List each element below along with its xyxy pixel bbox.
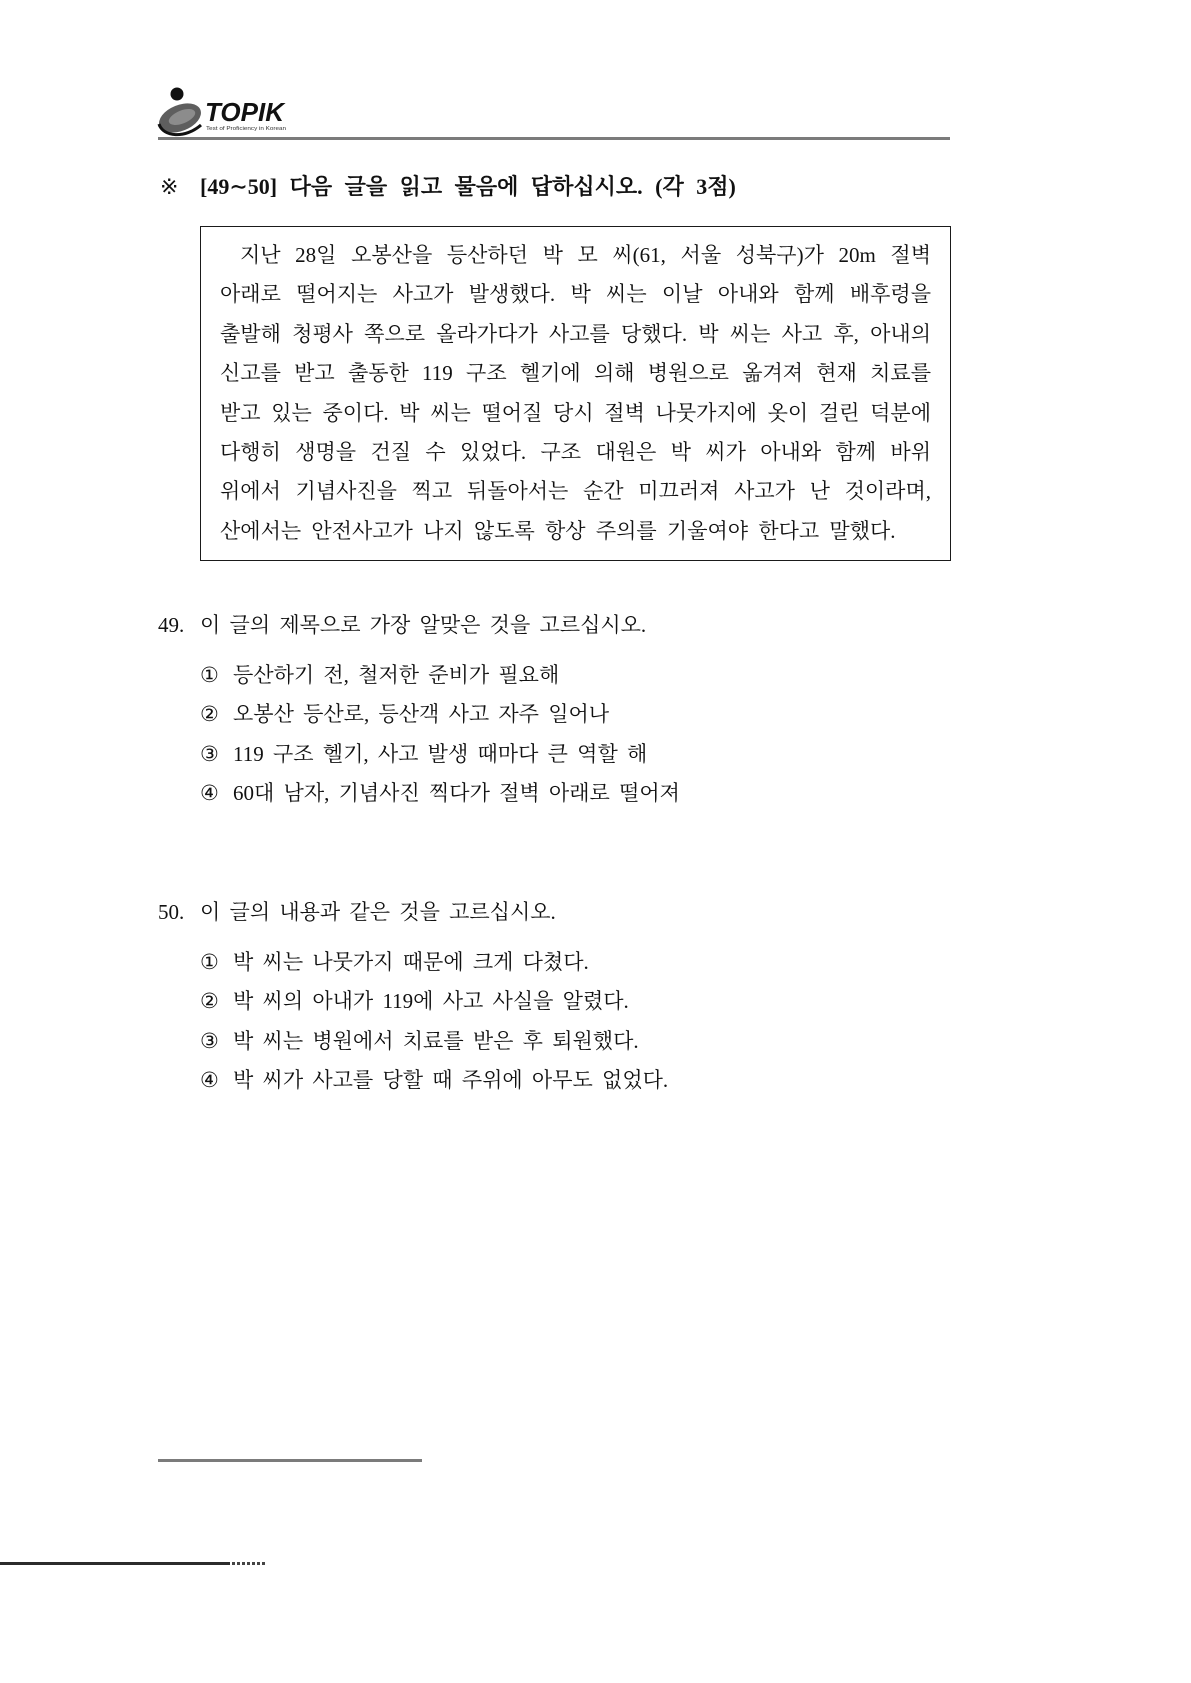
option-text: 오봉산 등산로, 등산객 사고 자주 일어나 xyxy=(233,702,610,727)
option-marker: ② xyxy=(200,702,219,727)
reading-passage-box xyxy=(200,226,951,561)
option-text: 박 씨는 병원에서 치료를 받은 후 퇴원했다. xyxy=(233,1028,639,1053)
option-text: 박 씨는 나뭇가지 때문에 크게 다쳤다. xyxy=(233,950,589,974)
reference-mark: ※ xyxy=(160,174,179,199)
logo-wordmark: TOPIK xyxy=(205,97,284,127)
question-text: 이 글의 내용과 같은 것을 고르십시오. xyxy=(200,900,556,924)
option-text: 119 구조 헬기, 사고 발생 때마다 큰 역할 해 xyxy=(233,741,648,766)
topik-logo xyxy=(155,84,291,140)
scan-edge-line xyxy=(0,1562,230,1565)
passage-line: 지난 28일 오봉산을 등산하던 박 모 씨(61, 서울 성북구)가 20m 절벽 xyxy=(240,243,931,267)
passage-line: 산에서는 안전사고가 나지 않도록 항상 주의를 기울여야 한다고 말했다. xyxy=(220,518,896,543)
scan-edge-dashes xyxy=(232,1562,266,1565)
answer-options xyxy=(158,656,918,814)
question-50 xyxy=(158,899,918,1101)
option-text: 박 씨의 아내가 119에 사고 사실을 알렸다. xyxy=(233,989,629,1014)
q49-option-3 xyxy=(158,735,918,774)
option-marker: ④ xyxy=(200,1068,219,1093)
logo-emblem-head xyxy=(171,88,184,101)
passage-line: 위에서 기념사진을 찍고 뒤돌아서는 순간 미끄러져 사고가 난 것이라며, xyxy=(220,479,931,504)
section-instruction xyxy=(160,173,736,201)
option-marker: ① xyxy=(200,663,219,687)
passage-line: 신고를 받고 출동한 119 구조 헬기에 의해 병원으로 옮겨져 현재 치료를 xyxy=(220,361,931,386)
question-prompt xyxy=(158,899,918,925)
question-number: 50. xyxy=(158,900,185,924)
question-text: 이 글의 제목으로 가장 알맞은 것을 고르십시오. xyxy=(200,613,647,637)
question-number: 49. xyxy=(158,613,185,637)
q49-option-4 xyxy=(158,774,918,813)
logo-tagline: Test of Proficiency in Korean xyxy=(206,126,286,132)
q49-option-2 xyxy=(158,695,918,734)
option-text: 등산하기 전, 철저한 준비가 필요해 xyxy=(233,663,560,687)
option-marker: ③ xyxy=(200,741,219,766)
option-marker: ② xyxy=(200,989,219,1014)
option-text: 박 씨가 사고를 당할 때 주위에 아무도 없었다. xyxy=(233,1068,669,1093)
q50-option-3 xyxy=(158,1022,918,1061)
option-marker: ③ xyxy=(200,1028,219,1053)
question-prompt xyxy=(158,612,918,638)
instruction-text: [49∼50] 다음 글을 읽고 물음에 답하십시오. (각 3점) xyxy=(200,174,736,199)
question-49 xyxy=(158,612,918,814)
option-marker: ④ xyxy=(200,781,219,806)
passage-line: 아래로 떨어지는 사고가 발생했다. 박 씨는 이날 아내와 함께 배후령을 xyxy=(220,282,931,307)
header-rule xyxy=(158,137,950,140)
q49-option-1 xyxy=(158,656,918,695)
answer-options xyxy=(158,943,918,1101)
passage-line: 출발해 청평사 쪽으로 올라가다가 사고를 당했다. 박 씨는 사고 후, 아내의 xyxy=(220,321,931,346)
passage-line: 받고 있는 중이다. 박 씨는 떨어질 당시 절벽 나뭇가지에 옷이 걸린 덕분에 xyxy=(220,400,931,425)
q50-option-4 xyxy=(158,1061,918,1100)
passage-line: 다행히 생명을 건질 수 있었다. 구조 대원은 박 씨가 아내와 함께 바위 xyxy=(220,439,931,464)
q50-option-1 xyxy=(158,943,918,982)
q50-option-2 xyxy=(158,982,918,1021)
option-text: 60대 남자, 기념사진 찍다가 절벽 아래로 떨어져 xyxy=(233,781,680,806)
option-marker: ① xyxy=(200,950,219,974)
footer-rule xyxy=(158,1459,422,1462)
